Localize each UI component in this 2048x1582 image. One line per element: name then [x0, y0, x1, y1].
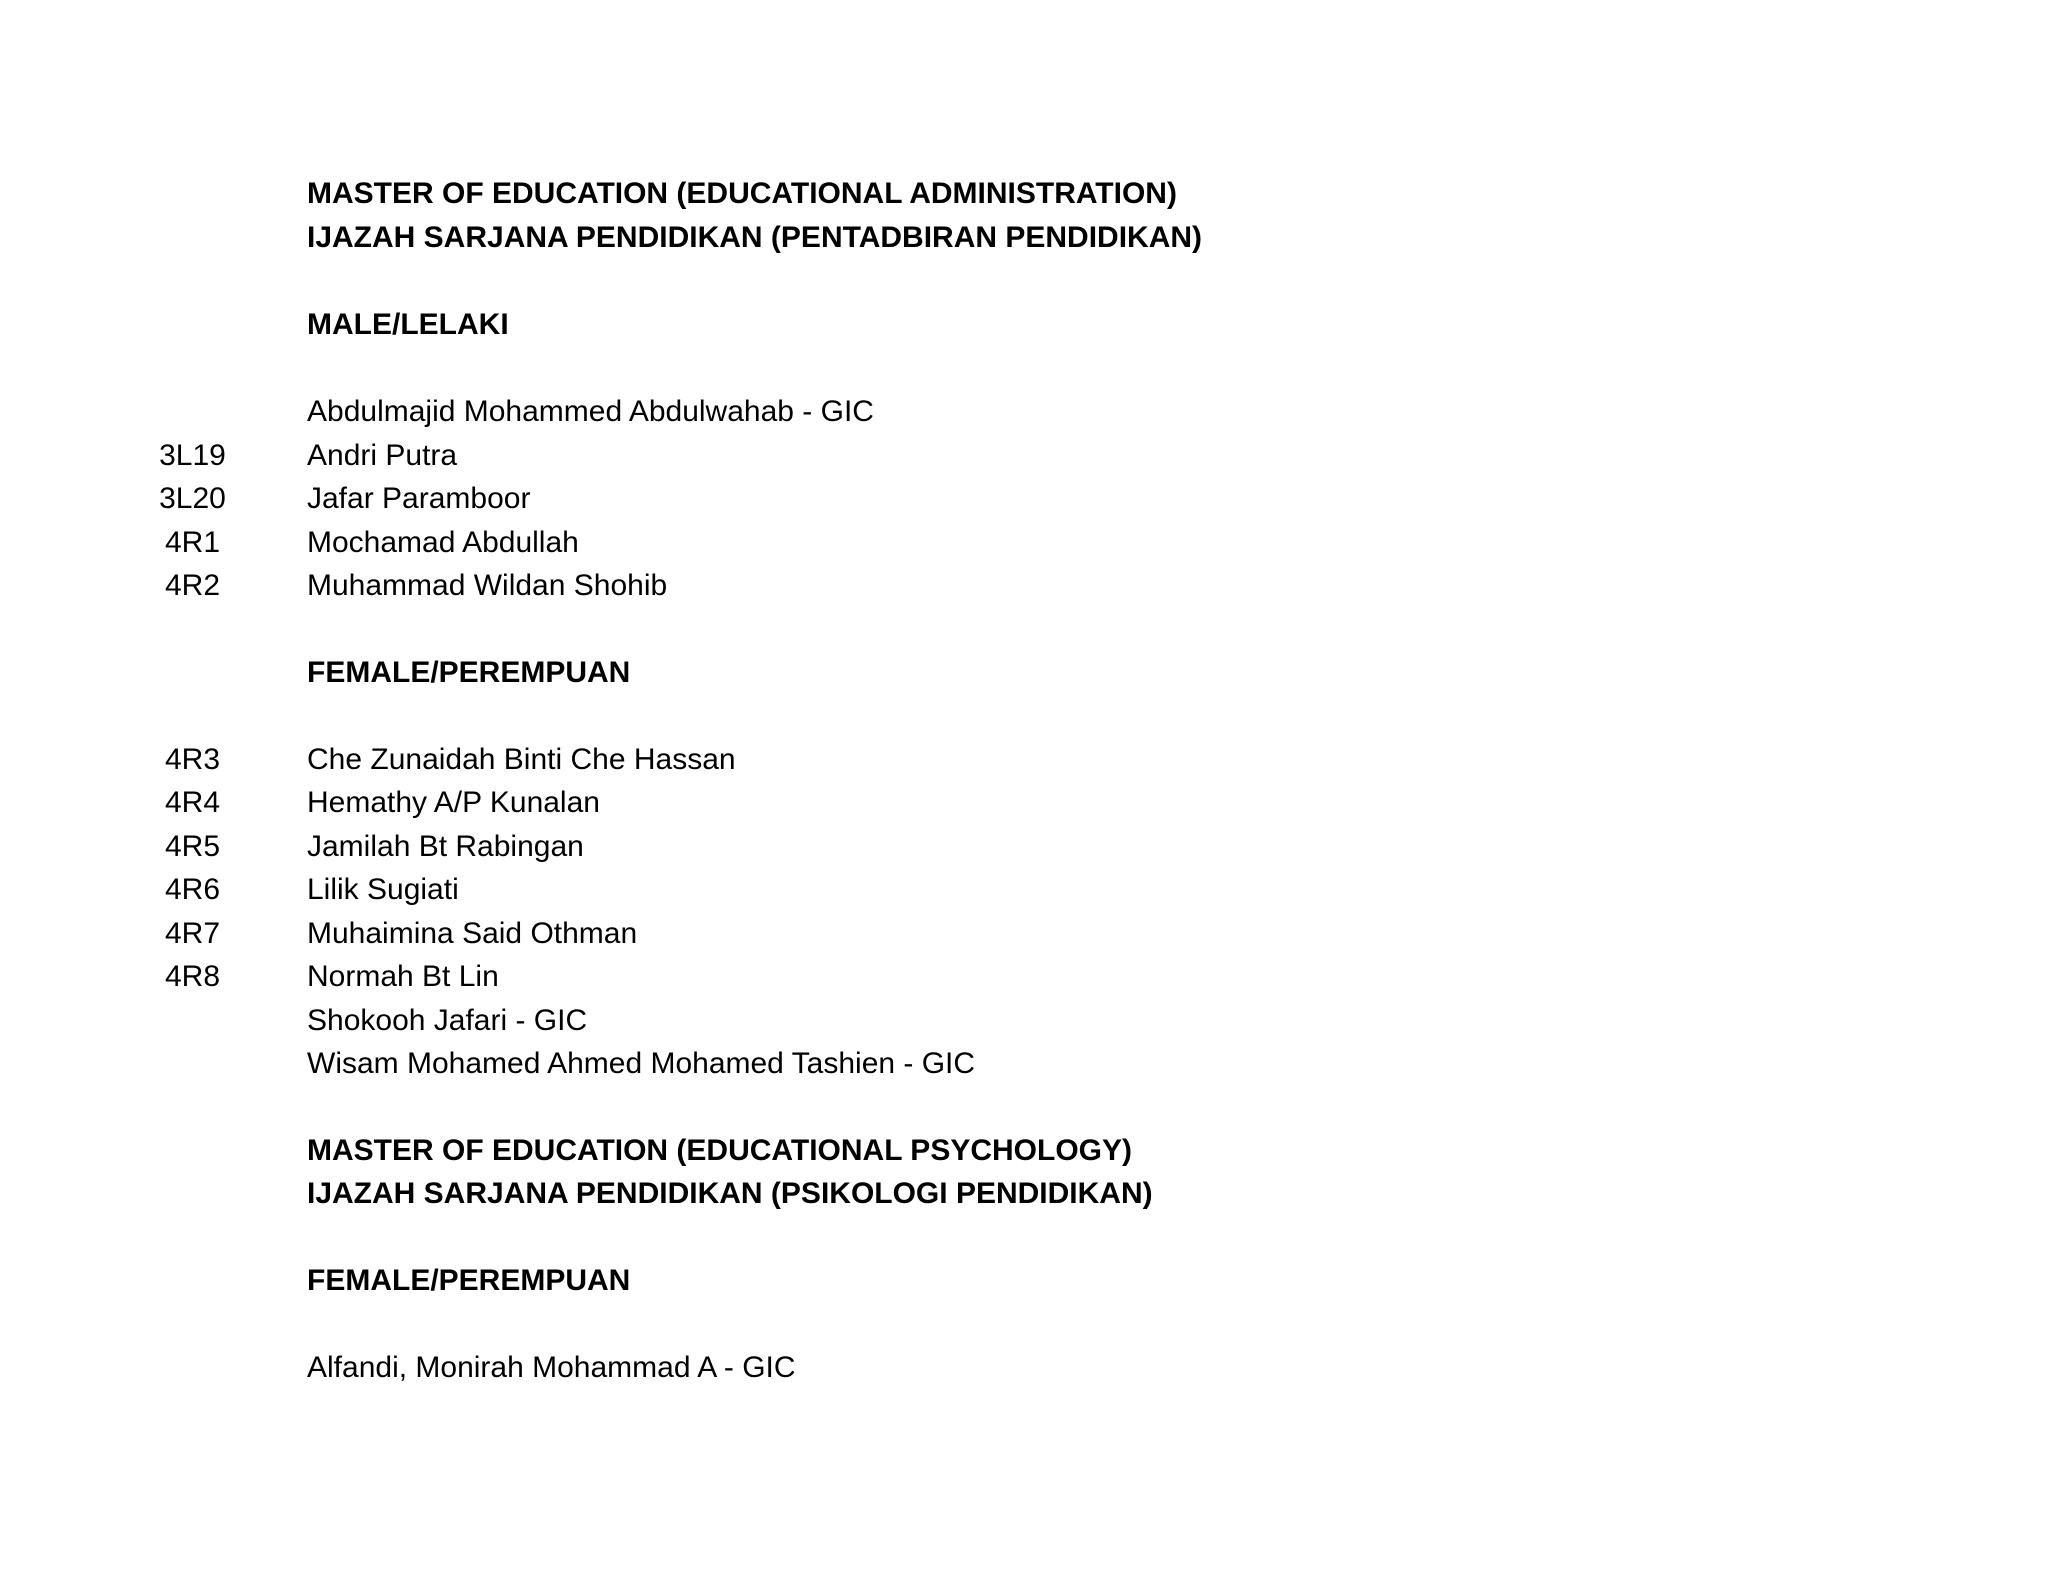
- section-title: MASTER OF EDUCATION (EDUCATIONAL PSYCHOLOGY): [307, 1134, 1132, 1167]
- graduate-name: Shokooh Jafari - GIC: [307, 1004, 588, 1037]
- list-item: [0, 564, 1500, 608]
- section-subtitle: IJAZAH SARJANA PENDIDIKAN (PSIKOLOGI PENDIDIKAN): [307, 1177, 1153, 1210]
- graduate-name: Hemathy A/P Kunalan: [307, 786, 600, 819]
- seat-code: 4R1: [164, 526, 221, 559]
- list-item: [0, 521, 1500, 565]
- group-heading-male: MALE/LELAKI: [307, 308, 509, 341]
- list-item: [0, 825, 1500, 869]
- seat-code: 4R5: [164, 830, 221, 863]
- seat-code: 4R3: [164, 743, 221, 776]
- list-item: [0, 434, 1500, 478]
- graduate-name: Normah Bt Lin: [307, 960, 499, 993]
- section-admin-title-ms-line: [0, 216, 1500, 260]
- list-item: [0, 781, 1500, 825]
- list-item: [0, 912, 1500, 956]
- seat-code: 3L20: [159, 482, 226, 515]
- seat-code: 3L19: [159, 439, 226, 472]
- graduate-name: Muhammad Wildan Shohib: [307, 569, 668, 602]
- section-psych-title-en-line: [0, 1129, 1500, 1173]
- seat-code: 4R7: [164, 917, 221, 950]
- graduate-name: Lilik Sugiati: [307, 873, 459, 906]
- seat-code: 4R2: [164, 569, 221, 602]
- graduate-name: Wisam Mohamed Ahmed Mohamed Tashien - GIC: [307, 1047, 976, 1080]
- seat-code: 4R6: [164, 873, 221, 906]
- female-heading-line: [0, 651, 1500, 695]
- list-item: [0, 477, 1500, 521]
- section-admin-title-en-line: [0, 172, 1500, 216]
- section-title: MASTER OF EDUCATION (EDUCATIONAL ADMINISTRATION): [307, 177, 1177, 210]
- list-item: [0, 868, 1500, 912]
- list-item: [0, 955, 1500, 999]
- psych-female-heading-line: [0, 1259, 1500, 1303]
- graduate-name: Che Zunaidah Binti Che Hassan: [307, 743, 736, 776]
- seat-code: 4R4: [164, 786, 221, 819]
- list-item: [0, 1042, 1500, 1086]
- group-heading-female: FEMALE/PEREMPUAN: [307, 1264, 631, 1297]
- graduate-name: Jamilah Bt Rabingan: [307, 830, 584, 863]
- male-heading-line: [0, 303, 1500, 347]
- graduate-name: Mochamad Abdullah: [307, 526, 579, 559]
- section-subtitle: IJAZAH SARJANA PENDIDIKAN (PENTADBIRAN PENDIDIKAN): [307, 221, 1203, 254]
- group-heading-female: FEMALE/PEREMPUAN: [307, 656, 631, 689]
- graduate-name: Alfandi, Monirah Mohammad A - GIC: [307, 1351, 796, 1384]
- seat-code: 4R8: [164, 960, 221, 993]
- list-item: [0, 1346, 1500, 1390]
- list-item: [0, 390, 1500, 434]
- graduate-name: Jafar Paramboor: [307, 482, 531, 515]
- graduate-name: Muhaimina Said Othman: [307, 917, 638, 950]
- graduate-name: Abdulmajid Mohammed Abdulwahab - GIC: [307, 395, 874, 428]
- list-item: [0, 999, 1500, 1043]
- list-item: [0, 738, 1500, 782]
- graduate-name: Andri Putra: [307, 439, 458, 472]
- section-psych-title-ms-line: [0, 1172, 1500, 1216]
